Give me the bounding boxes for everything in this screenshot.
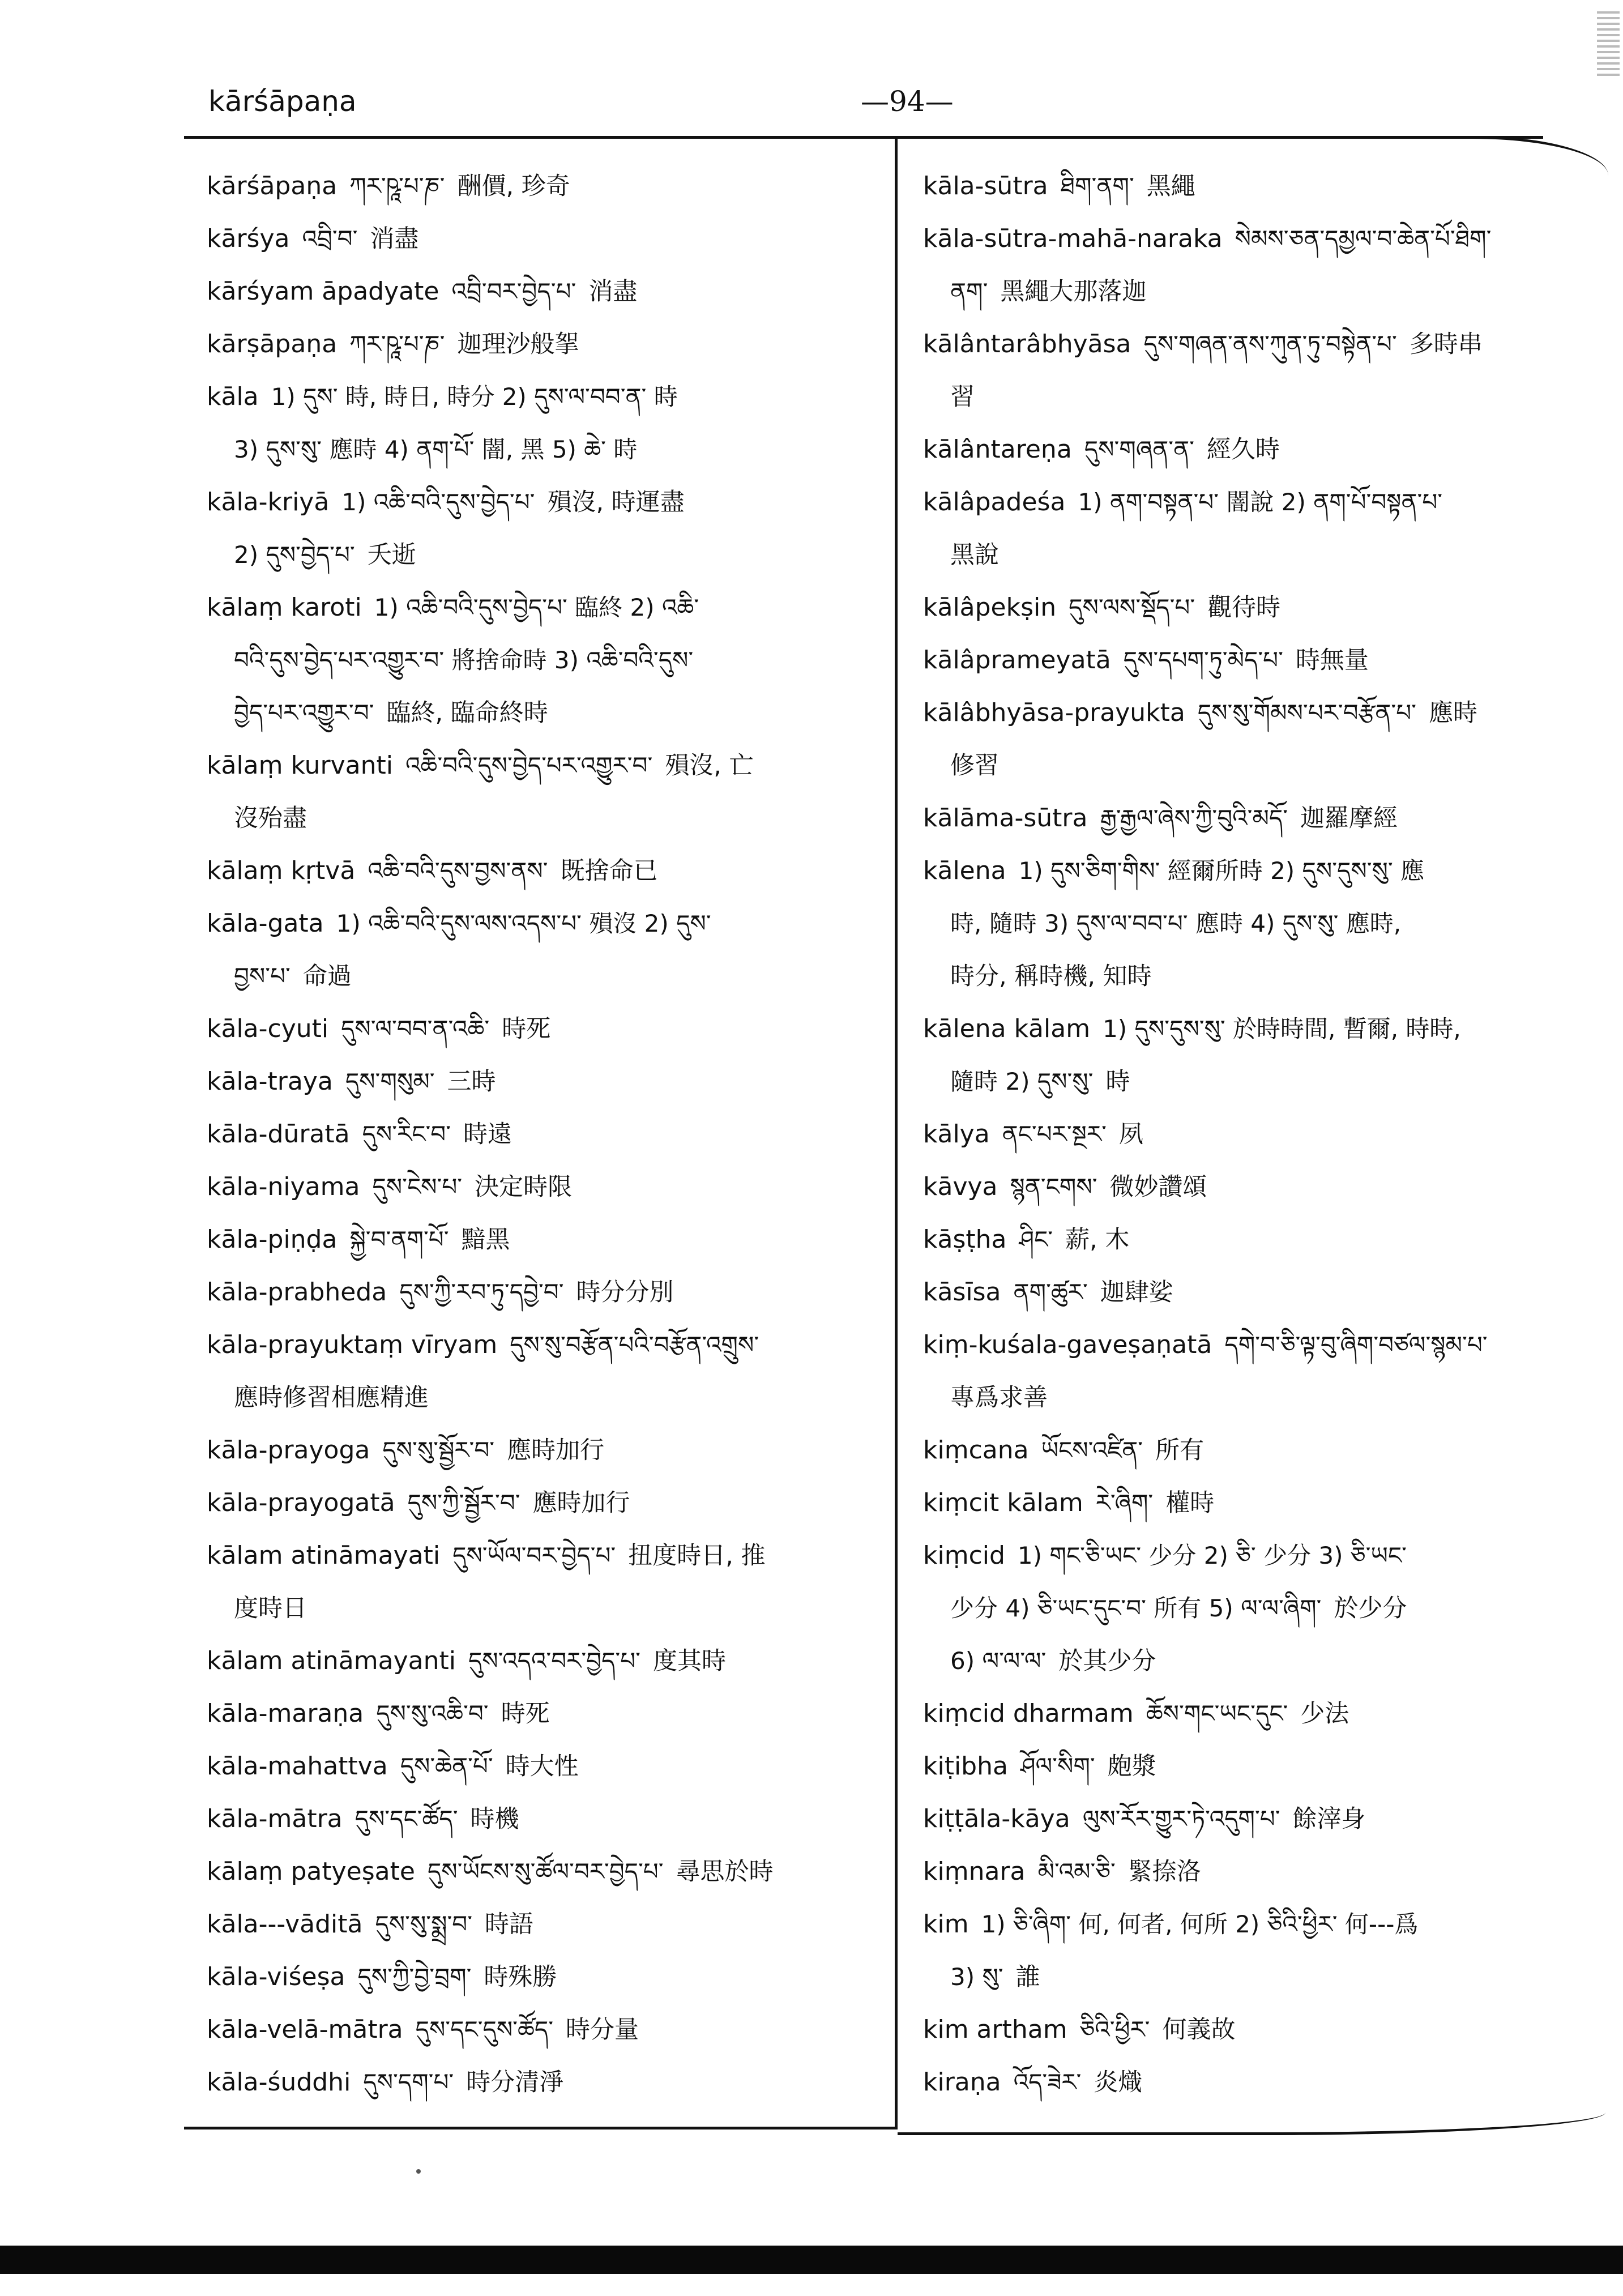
dictionary-entry [923,2056,1588,2109]
headword: kālena [923,856,1006,885]
dictionary-entry [207,1108,881,1160]
headword: kālântareṇa [923,435,1072,464]
tibetan-equivalent: དུས་ཡོལ་བར་བྱེད་པ་ [452,1542,616,1569]
tibetan-equivalent: ཤིང་ [1019,1226,1053,1253]
headword: kārṣāpaṇa [207,330,338,359]
chinese-equivalent: 習 [950,383,975,411]
tibetan-equivalent: དུས་རིང་བ་ [362,1120,451,1148]
chinese-equivalent: 時大性 [505,1752,579,1781]
headword: kālaṃ kurvanti [207,751,393,780]
tibetan-equivalent: ནང་པར་སྔར་ [1002,1120,1107,1148]
tibetan-equivalent: དུས་སུ་སྨྲ་བ་ [375,1910,473,1938]
headword: kāla-niyama [207,1172,360,1201]
chinese-equivalent: 時語 [485,1910,534,1939]
tibetan-equivalent: 6) ལ་ལ་ལ་ [950,1647,1047,1675]
dictionary-entry [923,1318,1588,1371]
entry-continuation [207,686,881,739]
chinese-equivalent: 決定時限 [475,1173,573,1201]
running-headword: kārśāpaṇa [208,85,357,118]
tibetan-equivalent: དུས་ཀྱི་རབ་ཏུ་དབྱེ་བ་ [399,1278,564,1306]
scan-border-bar [0,2246,1623,2274]
tibetan-equivalent: 1) གང་ཅི་ཡང་ 少分 2) ཅི་ 少分 3) ཅི་ཡང་ [1017,1542,1407,1569]
headword: kiṃ-kuśala-gaveṣaṇatā [923,1330,1212,1359]
chinese-equivalent: 緊捺洛 [1127,1858,1201,1886]
tibetan-equivalent: ནག་ [950,278,988,305]
headword: kāla-śuddhi [207,2068,351,2097]
chinese-equivalent: 黑繩 [1146,172,1195,200]
tibetan-equivalent: དུས་ཀྱི་བྱེ་བྲག་ [357,1963,472,1991]
dictionary-entry [923,1213,1588,1266]
headword: kāla-prabheda [207,1278,387,1307]
entry-continuation [923,1582,1588,1634]
chinese-equivalent: 時機 [470,1805,519,1833]
chinese-equivalent: 薪, 木 [1065,1226,1130,1254]
headword: kāla [207,382,259,411]
tibetan-equivalent: དུས་སུ་བརྩོན་པའི་བརྩོན་འགྲུས་ [510,1331,759,1359]
tibetan-equivalent: ཐིག་ནག་ [1060,172,1134,200]
dictionary-entry [207,2056,881,2109]
headword: kiraṇa [923,2068,1001,2097]
tibetan-equivalent: དགེ་བ་ཅི་ལྟ་བུ་ཞིག་བཙལ་སྙམ་པ་ [1224,1331,1488,1359]
headword: kārśāpaṇa [207,172,338,200]
dictionary-entry [207,476,881,528]
entry-continuation [923,370,1588,423]
tibetan-equivalent: 隨時 2) དུས་སུ་ [950,1068,1094,1095]
headword: kāla-prayuktaṃ vīryam [207,1330,498,1359]
chinese-equivalent: 修習 [950,752,999,780]
entry-continuation [923,265,1588,318]
dictionary-entry [207,1793,881,1845]
dictionary-entry [923,581,1588,634]
headword: kāsīsa [923,1278,1001,1307]
tibetan-equivalent: 1) འཆི་བའི་དུས་བྱེད་པ་ 臨終 2) འཆི་ [374,594,699,621]
headword: kim [923,1910,969,1939]
chinese-equivalent: 微妙讚頌 [1109,1173,1207,1201]
chinese-equivalent: 時無量 [1295,646,1369,675]
headword: kiṃcana [923,1436,1029,1465]
dictionary-entry [207,1318,881,1371]
dictionary-entry [923,1002,1588,1055]
chinese-equivalent: 沒殆盡 [234,804,307,833]
headword: kālâpadeśa [923,488,1066,517]
chinese-equivalent: 尋思於時 [676,1858,774,1886]
chinese-equivalent: 時分清淨 [466,2068,564,2097]
chinese-equivalent: 臨終, 臨命終時 [386,699,548,727]
entry-continuation [923,950,1588,1002]
dictionary-entry [923,686,1588,739]
headword: kāla-dūratā [207,1120,350,1149]
headword: kāla-viśeṣa [207,1962,345,1991]
tibetan-equivalent: དུས་ཀྱི་སྦྱོར་བ་ [407,1489,520,1517]
chinese-equivalent: 時遠 [463,1120,512,1149]
chinese-equivalent: 所有 [1155,1436,1205,1465]
headword: kāla-sūtra [923,172,1048,200]
chinese-equivalent: 消盡 [588,278,638,306]
chinese-equivalent: 黑繩大那落迦 [1000,278,1147,306]
dictionary-entry [923,423,1588,476]
headword: kāla-mahattva [207,1752,388,1781]
tibetan-equivalent: སྐྱེ་བ་ནག་པོ་ [349,1226,449,1253]
page-number: —94— [861,85,954,118]
tibetan-equivalent: དུས་ཆེན་པོ་ [400,1752,493,1780]
headword: kiṃnara [923,1857,1026,1886]
dictionary-entry [207,844,881,897]
dictionary-entry [207,1634,881,1687]
tibetan-equivalent: ལུས་རོར་གྱུར་ཏེ་འདུག་པ་ [1082,1805,1280,1833]
chinese-equivalent: 時分, 稱時機, 知時 [950,962,1152,991]
scan-speck [416,2169,421,2174]
tibetan-equivalent: རྒྱ་རྒྱལ་ཞེས་ཀྱི་བུའི་མདོ་ [1100,804,1288,832]
tibetan-equivalent: འོད་ཟེར་ [1013,2068,1082,2096]
dictionary-entry [207,1951,881,2003]
headword: kāla-piṇḍa [207,1225,338,1254]
bottom-rule-curve [898,2110,1605,2135]
chinese-equivalent: 觀待時 [1207,594,1281,622]
tibetan-equivalent: ཀར་ཥཱ་པ་ཎ་ [349,330,445,358]
tibetan-equivalent: རེ་ཞིག་ [1095,1489,1154,1517]
column-divider [895,139,898,2129]
headword: kālaṃ patyeṣate [207,1857,415,1886]
top-rule [184,136,1543,139]
dictionary-entry [207,265,881,318]
tibetan-equivalent: 1) ནག་བསྟན་པ་ 闇說 2) ནག་པོ་བསྟན་པ་ [1078,488,1443,516]
tibetan-equivalent: འཆི་བའི་དུས་བྱས་ནས་ [368,857,548,885]
chinese-equivalent: 命過 [302,962,352,991]
dictionary-entry [207,1160,881,1213]
entry-continuation [207,1371,881,1424]
chinese-equivalent: 三時 [447,1068,496,1096]
tibetan-equivalent: ཤོལ་སིག་ [1020,1752,1095,1780]
headword: kālâbhyāsa-prayukta [923,698,1185,727]
chinese-equivalent: 權時 [1165,1489,1215,1517]
chinese-equivalent: 應時修習相應精進 [234,1384,429,1412]
headword: kālântarâbhyāsa [923,330,1131,359]
headword: kālam atināmayati [207,1541,441,1570]
chinese-equivalent: 殞沒, 亡 [665,752,754,780]
headword: kārśya [207,224,290,253]
chinese-equivalent: 迦理沙般挐 [457,330,579,359]
scan-edge-mark [1597,11,1620,79]
headword: kālâpekṣin [923,593,1057,622]
chinese-equivalent: 時 [1105,1068,1130,1096]
dictionary-entry [923,1793,1588,1845]
dictionary-entry [923,1160,1588,1213]
chinese-equivalent: 殞沒, 時運盡 [547,488,685,517]
chinese-equivalent: 度其時 [652,1647,726,1675]
entry-continuation [923,528,1588,581]
tibetan-equivalent: དུས་གཞན་ན་ [1084,436,1194,463]
dictionary-entry [207,160,881,212]
dictionary-entry [207,1213,881,1266]
headword: kālāma-sūtra [923,804,1088,833]
dictionary-entry [207,739,881,792]
tibetan-equivalent: ཅིའི་ཕྱིར་ [1079,2016,1150,2043]
headword: kāṣṭha [923,1225,1007,1254]
headword: kālena kālam [923,1014,1091,1043]
chinese-equivalent: 應時 [1428,699,1477,727]
headword: kālaṃ kṛtvā [207,856,356,885]
entry-continuation [207,528,881,581]
tibetan-equivalent: བྱེད་པར་འགྱུར་བ་ [234,699,374,727]
dictionary-entry [207,1529,881,1582]
tibetan-equivalent: དུས་དང་དུས་ཚོད་ [415,2016,554,2043]
tibetan-equivalent: དུས་སུ་འཆི་བ་ [376,1700,489,1727]
dictionary-entry [923,792,1588,844]
headword: kāla-sūtra-mahā-naraka [923,224,1223,253]
headword: kiṃcit kālam [923,1488,1083,1517]
dictionary-entry [207,2003,881,2056]
dictionary-entry [923,160,1588,212]
headword: kāla-prayogatā [207,1488,395,1517]
chinese-equivalent: 時死 [501,1700,550,1728]
dictionary-entry [207,1687,881,1740]
tibetan-equivalent: དུས་འདའ་བར་བྱེད་པ་ [468,1647,640,1675]
headword: kālya [923,1120,990,1149]
tibetan-equivalent: བྱས་པ་ [234,962,291,990]
tibetan-equivalent: མི་འམ་ཅི་ [1037,1858,1116,1885]
chinese-equivalent: 應時加行 [532,1489,630,1517]
tibetan-equivalent: འབྲི་བ་ [302,225,358,253]
dictionary-entry [923,1108,1588,1160]
chinese-equivalent: 迦肆娑 [1100,1278,1173,1307]
tibetan-equivalent: 3) སུ་ [950,1963,1003,1991]
dictionary-entry [207,897,881,950]
tibetan-equivalent: 時, 隨時 3) དུས་ལ་བབ་པ་ 應時 4) དུས་སུ་ 應時, [950,910,1402,937]
headword: kālâprameyatā [923,646,1111,675]
chinese-equivalent: 迦羅摩經 [1300,804,1398,833]
chinese-equivalent: 專爲求善 [950,1384,1048,1412]
chinese-equivalent: 消盡 [370,225,419,253]
tibetan-equivalent: དུས་ཡོངས་སུ་ཚོལ་བར་བྱེད་པ་ [427,1858,664,1885]
tibetan-equivalent: དུས་ལ་བབ་ན་འཆི་ [341,1015,490,1043]
entry-continuation [207,634,881,686]
chinese-equivalent: 夭逝 [367,541,416,569]
headword: kāla-kriyā [207,488,330,517]
headword: kāla---vāditā [207,1910,363,1939]
entry-continuation [923,1371,1588,1424]
tibetan-equivalent: ཡོངས་འཛིན་ [1041,1436,1143,1464]
tibetan-equivalent: 1) དུས་ 時, 時日, 時分 2) དུས་ལ་བབ་ན་ 時 [271,383,678,411]
tibetan-equivalent: 少分 4) ཅི་ཡང་དུང་བ་ 所有 5) ལ་ལ་ཞིག་ [950,1594,1322,1622]
tibetan-equivalent: དུས་གཞན་ནས་ཀུན་ཏུ་བསྟེན་པ་ [1143,330,1397,358]
chinese-equivalent: 多時串 [1409,330,1483,359]
tibetan-equivalent: བའི་དུས་བྱེད་པར་འགྱུར་བ་ 將捨命時 3) འཆི་བའི་དུས་ [234,646,694,674]
tibetan-equivalent: དུས་ངེས་པ་ [372,1173,463,1201]
headword: kiṭibha [923,1752,1008,1781]
dictionary-entry [207,212,881,265]
headword: kim artham [923,2015,1067,2044]
headword: kiṭṭāla-kāya [923,1804,1070,1833]
entry-continuation [207,792,881,844]
headword: kārśyam āpadyate [207,277,439,306]
headword: kiṃcid dharmam [923,1699,1134,1728]
tibetan-equivalent: དུས་སུ་གོམས་པར་བརྩོན་པ་ [1197,699,1416,727]
chinese-equivalent: 應時加行 [507,1436,605,1465]
chinese-equivalent: 於少分 [1334,1594,1407,1623]
headword: kāla-mātra [207,1804,343,1833]
tibetan-equivalent: སྙན་ངགས་ [1010,1173,1097,1201]
chinese-equivalent: 扭度時日, 推 [628,1542,766,1570]
tibetan-equivalent: དུས་དཔག་ཏུ་མེད་པ་ [1123,646,1283,674]
tibetan-equivalent: དུས་གསུམ་ [345,1068,435,1095]
headword: kālam atināmayanti [207,1646,456,1675]
dictionary-entry [923,1898,1588,1951]
dictionary-entry [207,318,881,370]
tibetan-equivalent: 1) དུས་དུས་སུ་ 於時時間, 暫爾, 時時, [1103,1015,1461,1043]
dictionary-entry [207,1845,881,1898]
dictionary-entry [207,1476,881,1529]
dictionary-entry [923,634,1588,686]
dictionary-entry [923,1687,1588,1740]
chinese-equivalent: 時殊勝 [484,1963,557,1991]
entry-continuation [207,1582,881,1634]
left-column [207,160,881,2109]
chinese-equivalent: 時分量 [566,2016,639,2044]
dictionary-entry [207,1424,881,1476]
chinese-equivalent: 炎熾 [1094,2068,1143,2097]
headword: kāla-velā-mātra [207,2015,403,2044]
tibetan-equivalent: དུས་ལས་སྡོད་པ་ [1069,594,1195,621]
dictionary-entry [923,212,1588,265]
dictionary-entry [207,1898,881,1951]
dictionary-entry [923,1845,1588,1898]
chinese-equivalent: 誰 [1015,1963,1040,1991]
tibetan-equivalent: ཆོས་གང་ཡང་དུང་ [1146,1700,1288,1727]
dictionary-entry [923,1266,1588,1318]
tibetan-equivalent: དུས་དང་ཚོད་ [355,1805,458,1833]
tibetan-equivalent: 1) ཅི་ཞིག་ 何, 何者, 何所 2) ཅིའི་ཕྱིར་ 何---爲 [981,1910,1419,1938]
dictionary-entry [923,1476,1588,1529]
headword: kāla-cyuti [207,1014,329,1043]
tibetan-equivalent: 1) འཆི་བའི་དུས་བྱེད་པ་ [341,488,535,516]
entry-continuation [207,950,881,1002]
headword: kiṃcid [923,1541,1005,1570]
tibetan-equivalent: དུས་དག་པ་ [363,2068,454,2096]
right-column [923,160,1588,2109]
dictionary-entry [207,1266,881,1318]
tibetan-equivalent: སེམས་ཅན་དམྱལ་བ་ཆེན་པོ་ཐིག་ [1235,225,1492,253]
chinese-equivalent: 少法 [1300,1700,1349,1728]
tibetan-equivalent: ཀར་ཥཱ་པ་ཎ་ [349,172,445,200]
dictionary-entry [923,844,1588,897]
dictionary-entry [923,1529,1588,1582]
bottom-rule [184,2127,898,2129]
dictionary-entry [923,1424,1588,1476]
chinese-equivalent: 經久時 [1206,436,1280,464]
headword: kāla-gata [207,909,324,938]
tibetan-equivalent: 3) དུས་སུ་ 應時 4) ནག་པོ་ 闇, 黑 5) ཆེ་ 時 [234,436,638,463]
chinese-equivalent: 度時日 [234,1594,307,1623]
tibetan-equivalent: 1) དུས་ཅིག་གིས་ 經爾所時 2) དུས་དུས་སུ་ 應 [1018,857,1425,885]
entry-continuation [923,897,1588,950]
entry-continuation [923,1951,1588,2003]
tibetan-equivalent: དུས་སུ་སྦྱོར་བ་ [382,1436,495,1464]
dictionary-entry [923,2003,1588,2056]
entry-continuation [207,423,881,476]
tibetan-equivalent: འབྲི་བར་བྱེད་པ་ [451,278,576,305]
chinese-equivalent: 黯黑 [461,1226,510,1254]
headword: kāla-maraṇa [207,1699,364,1728]
dictionary-entry [207,1740,881,1793]
entry-continuation [923,739,1588,792]
dictionary-entry [207,370,881,423]
dictionary-entry [207,1002,881,1055]
chinese-equivalent: 既捨命已 [560,857,658,885]
tibetan-equivalent: 1) འཆི་བའི་དུས་ལས་འདས་པ་ 殞沒 2) དུས་ [336,910,711,937]
tibetan-equivalent: འཆི་བའི་དུས་བྱེད་པར་འགྱུར་བ་ [405,752,653,779]
chinese-equivalent: 黑說 [950,541,999,569]
dictionary-entry [207,581,881,634]
headword: kāvya [923,1172,998,1201]
chinese-equivalent: 夙 [1118,1120,1143,1149]
chinese-equivalent: 皰漿 [1107,1752,1156,1781]
dictionary-entry [923,1740,1588,1793]
chinese-equivalent: 酬價, 珍奇 [457,172,570,200]
headword: kāla-prayoga [207,1436,370,1465]
chinese-equivalent: 於其少分 [1058,1647,1156,1675]
entry-continuation [923,1055,1588,1108]
dictionary-entry [923,476,1588,528]
chinese-equivalent: 餘滓身 [1292,1805,1366,1833]
tibetan-equivalent: 2) དུས་བྱེད་པ་ [234,541,355,569]
tibetan-equivalent: ནག་ཚུར་ [1013,1278,1088,1306]
headword: kāla-traya [207,1067,333,1096]
dictionary-entry [923,318,1588,370]
headword: kālaṃ karoti [207,593,362,622]
dictionary-entry [207,1055,881,1108]
chinese-equivalent: 時死 [502,1015,551,1043]
chinese-equivalent: 時分分別 [576,1278,674,1307]
entry-continuation [923,1634,1588,1687]
chinese-equivalent: 何義故 [1162,2016,1236,2044]
